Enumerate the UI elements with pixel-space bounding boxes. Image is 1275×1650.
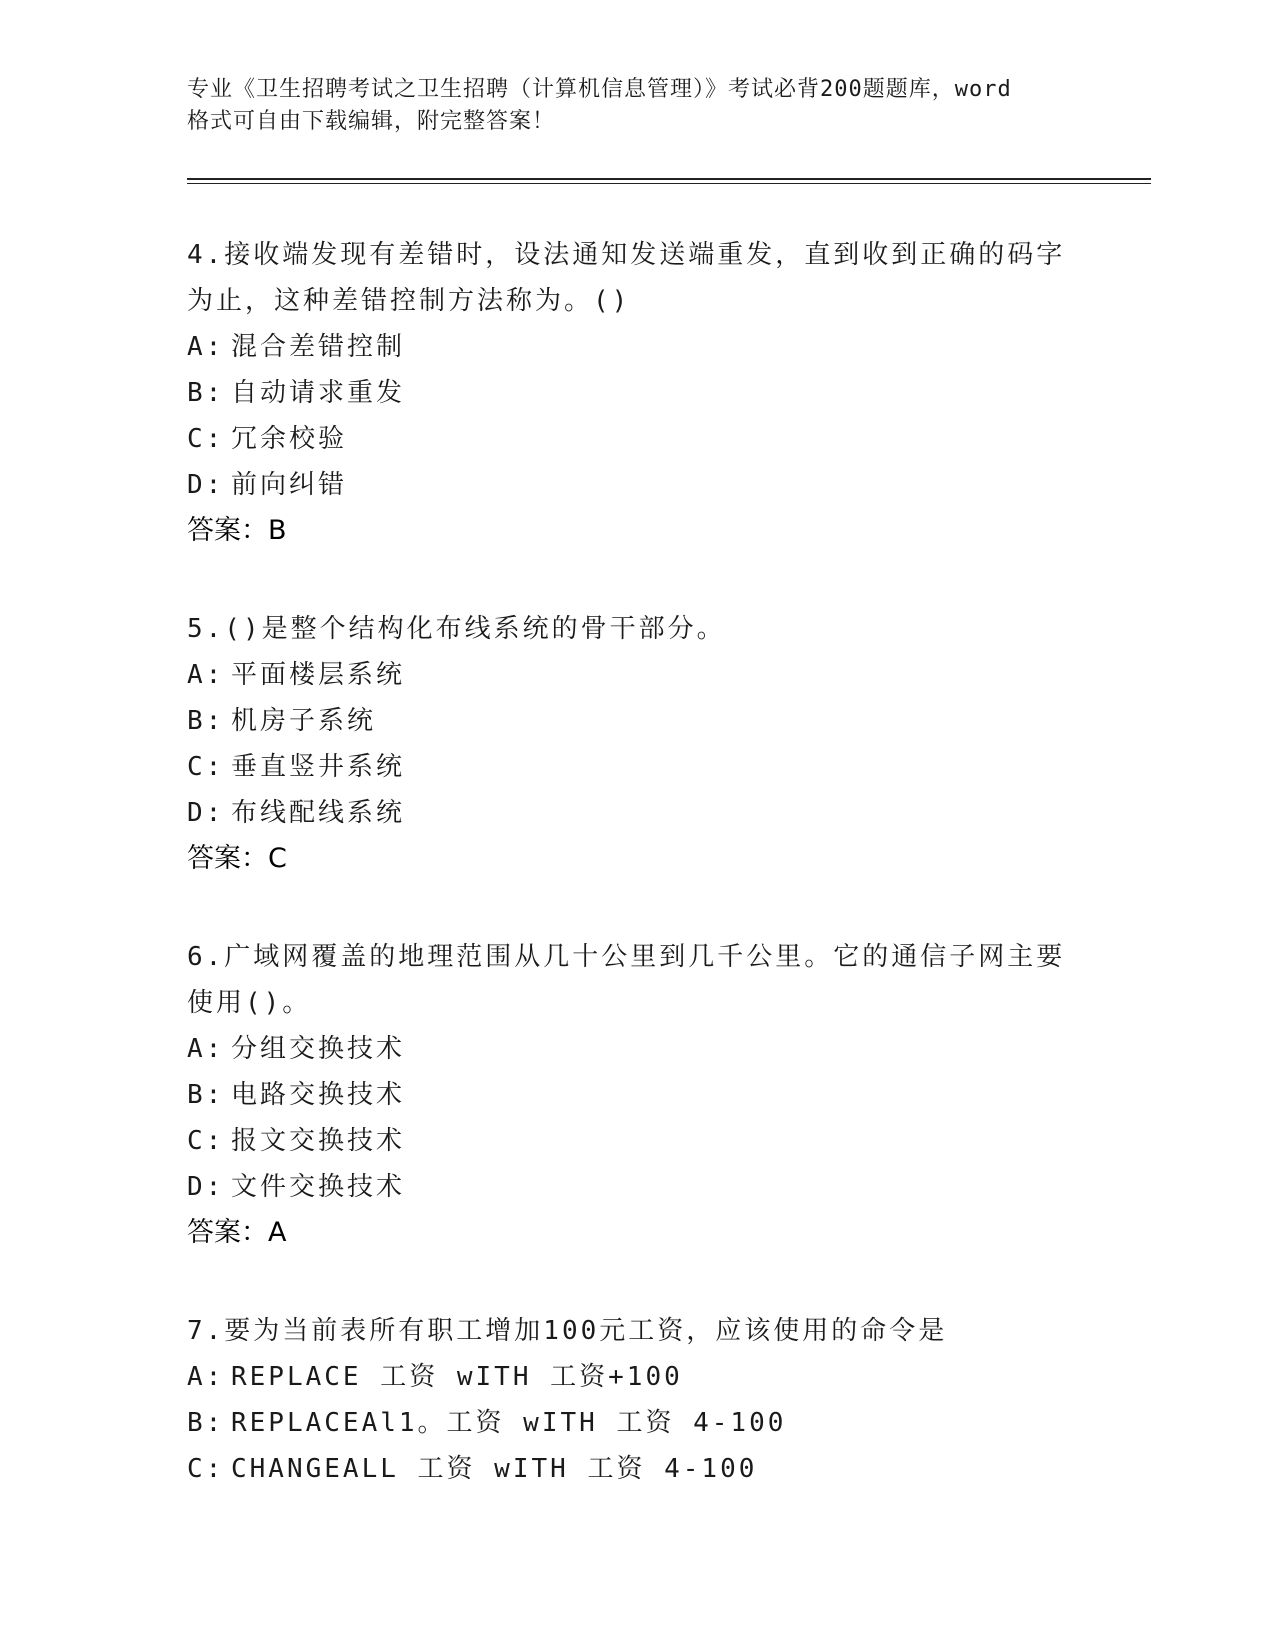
option-a [187,324,1087,370]
option-text: REPLACE 工资 wITH 工资+100 [231,1362,683,1392]
option-a [187,652,1087,698]
option-c [187,1118,1087,1164]
question-stem-line: 使用()。 [187,988,312,1018]
option-d [187,462,1087,508]
question-stem [187,606,1087,652]
answer: 答案：B [187,515,287,546]
header-line-1: 专业《卫生招聘考试之卫生招聘（计算机信息管理）》考试必背200题题库，word [187,77,1012,102]
option-key: A: [187,1362,225,1392]
option-key: A: [187,660,225,690]
answer: 答案：A [187,1217,287,1248]
option-key: A: [187,1034,225,1064]
option-b [187,1072,1087,1118]
question-stem [187,1308,1087,1354]
option-text: 平面楼层系统 [231,660,406,690]
option-b [187,1400,1087,1446]
question-stem-line: 7.要为当前表所有职工增加100元工资，应该使用的命令是 [187,1316,948,1346]
question-stem-line: 6.广域网覆盖的地理范围从几十公里到几千公里。它的通信子网主要 [187,942,1066,972]
option-text: 报文交换技术 [231,1126,406,1156]
option-c [187,1446,1087,1492]
option-text: 冗余校验 [231,424,348,454]
question-stem [187,934,1087,1026]
option-key: C: [187,1454,225,1484]
option-c [187,744,1087,790]
option-text: 分组交换技术 [231,1034,406,1064]
option-a [187,1354,1087,1400]
question-stem-line: 5.()是整个结构化布线系统的骨干部分。 [187,614,726,644]
option-text: 机房子系统 [231,706,377,736]
option-key: C: [187,752,225,782]
header-line-2: 格式可自由下载编辑，附完整答案！ [187,109,556,134]
question-6 [187,934,1087,1256]
header-divider [187,178,1151,180]
option-text: 布线配线系统 [231,798,406,828]
option-text: 垂直竖井系统 [231,752,406,782]
option-key: A: [187,332,225,362]
answer: 答案：C [187,843,287,874]
option-key: B: [187,1080,225,1110]
question-4 [187,232,1087,554]
question-7 [187,1308,1087,1492]
option-key: D: [187,1172,225,1202]
option-text: 文件交换技术 [231,1172,406,1202]
option-text: 混合差错控制 [231,332,406,362]
option-key: B: [187,378,225,408]
option-key: B: [187,1408,225,1438]
option-d [187,1164,1087,1210]
option-text: 电路交换技术 [231,1080,406,1110]
option-d [187,790,1087,836]
option-key: C: [187,424,225,454]
option-key: B: [187,706,225,736]
question-5 [187,606,1087,882]
option-key: D: [187,798,225,828]
option-text: REPLACEAl1。工资 wITH 工资 4-100 [231,1408,787,1438]
option-key: C: [187,1126,225,1156]
header-divider-thin [187,183,1151,184]
question-stem-line: 为止，这种差错控制方法称为。() [187,286,631,316]
option-text: CHANGEALL 工资 wITH 工资 4-100 [231,1454,758,1484]
option-text: 自动请求重发 [231,378,406,408]
option-text: 前向纠错 [231,470,348,500]
document-header [187,74,1087,138]
option-a [187,1026,1087,1072]
question-stem [187,232,1087,324]
option-key: D: [187,470,225,500]
question-stem-line: 4.接收端发现有差错时，设法通知发送端重发，直到收到正确的码字 [187,240,1066,270]
question-list [187,232,1087,1544]
option-b [187,698,1087,744]
option-c [187,416,1087,462]
option-b [187,370,1087,416]
